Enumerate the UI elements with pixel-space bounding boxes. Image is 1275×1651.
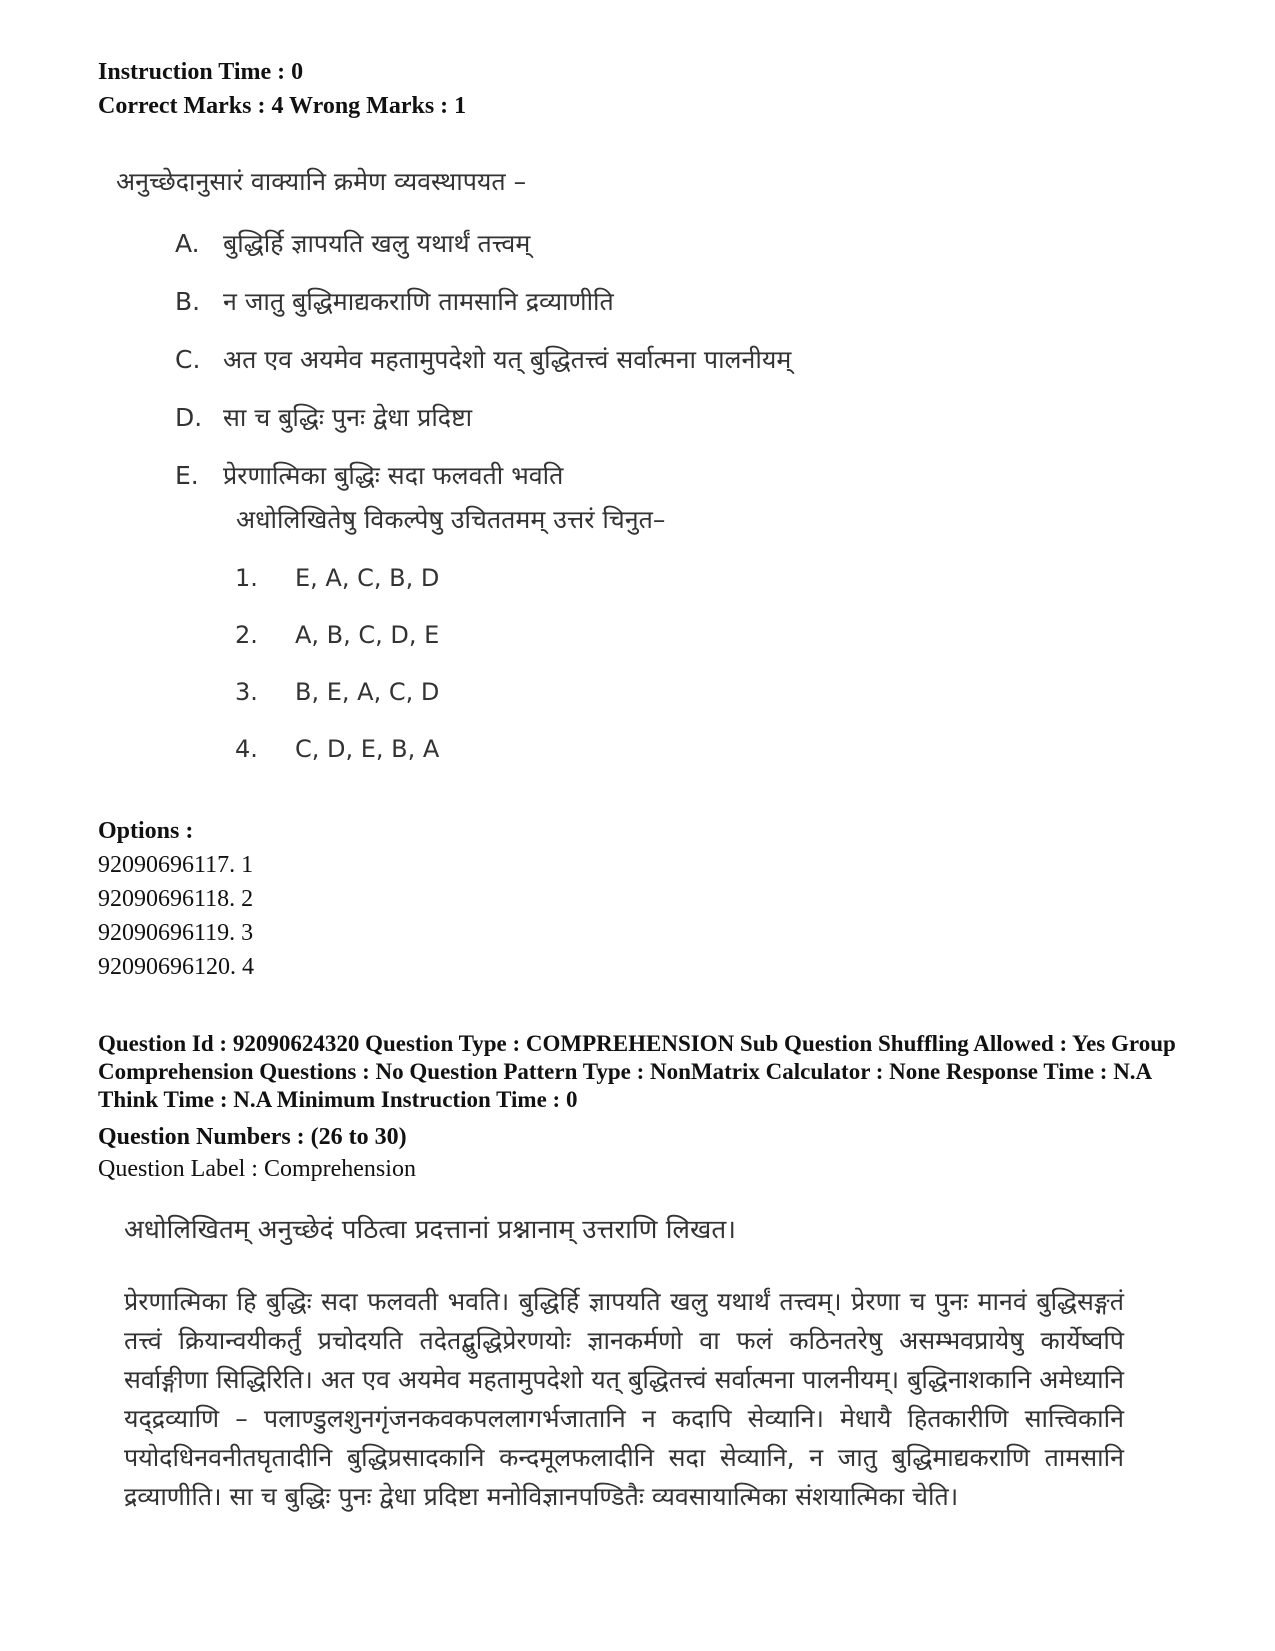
option-row: 92090696119. 3 xyxy=(98,920,254,946)
marks-info: Correct Marks : 4 Wrong Marks : 1 xyxy=(98,93,467,119)
statement-text: सा च बुद्धिः पुनः द्वेधा प्रदिष्टा xyxy=(223,403,473,432)
options-title: Options : xyxy=(98,818,194,844)
choice-2 xyxy=(235,621,439,649)
statement-label: E. xyxy=(175,461,199,490)
question-label: Question Label : Comprehension xyxy=(98,1156,416,1182)
passage-title: अधोलिखितम् अनुच्छेदं पठित्वा प्रदत्तानां प्रश्नानाम् उत्तराणि लिखत। xyxy=(124,1215,736,1245)
statement-text: न जातु बुद्धिमाद्यकराणि तामसानि द्रव्याणीति xyxy=(223,287,614,316)
option-row: 92090696120. 4 xyxy=(98,954,254,980)
choice-number: 2. xyxy=(235,621,258,649)
choice-text: B, E, A, C, D xyxy=(295,678,440,706)
option-row: 92090696118. 2 xyxy=(98,886,254,912)
statement-a xyxy=(175,226,530,260)
choice-3 xyxy=(235,678,439,706)
instruction-time: Instruction Time : 0 xyxy=(98,59,304,85)
statement-label: C. xyxy=(175,345,201,374)
statement-text: अत एव अयमेव महतामुपदेशो यत् बुद्धितत्त्वं सर्वात्मना पालनीयम् xyxy=(223,345,792,374)
statement-label: A. xyxy=(175,229,200,258)
comprehension-passage: प्रेरणात्मिका हि बुद्धिः सदा फलवती भवति। बुद्धिर्हि ज्ञापयति खलु यथार्थं तत्त्वम्। प्रेरणा च पुनः मानवं बुद्धिसङ्गतं तत्त्वं क्रियान्वयीकर्तुं प्रचोदयति तदेतद्बुद्धिप्रेरणयोः ज्ञानकर्मणो वा फलं कठिनतरेषु असम्भवप्रायेषु कार्येष्वपि सर्वाङ्गीणा सिद्धिरिति। अत एव अयमेव महतामुपदेशो यत् बुद्धितत्त्वं सर्वात्मना पालनीयम्। बुद्धिनाशकानि अमेध्यानि यद्द्रव्याणि – पलाण्डुलशुनगृंजनकवकपललागर्भजातानि न कदापि सेव्यानि। मेधायै हितकारीणि सात्त्विकानि पयोदधिनवनीतघृतादीनि बुद्धिप्रसादकानि कन्दमूलफलादीनि सदा सेव्यानि, न जातु बुद्धिमाद्यकराणि तामसानि द्रव्याणीति। सा च बुद्धिः पुनः द्वेधा प्रदिष्टा मनोविज्ञानपण्डितैः व्यवसायात्मिका संशयात्मिका चेति। xyxy=(124,1287,1124,1511)
choice-1 xyxy=(235,564,439,592)
choice-number: 1. xyxy=(235,564,258,592)
statement-d xyxy=(175,400,472,434)
statement-c xyxy=(175,342,791,376)
answer-instruction: अधोलिखितेषु विकल्पेषु उचिततमम् उत्तरं चिनुत– xyxy=(236,505,666,534)
statement-text: बुद्धिर्हि ज्ञापयति खलु यथार्थं तत्त्वम् xyxy=(223,229,531,258)
choice-text: A, B, C, D, E xyxy=(295,621,440,649)
statement-text: प्रेरणात्मिका बुद्धिः सदा फलवती भवति xyxy=(223,461,564,490)
statement-label: D. xyxy=(175,403,203,432)
question-meta: Question Id : 92090624320 Question Type : COMPREHENSION Sub Question Shuffling Allowed : Yes Group Comprehension Questions : No Question Pattern Type : NonMatrix Calculator : None Response Time : N.A Think Time : N.A Minimum Instruction Time : 0 xyxy=(98,1031,1176,1112)
statement-e xyxy=(175,458,563,492)
choice-4 xyxy=(235,735,439,763)
statement-b xyxy=(175,284,614,318)
question-stem: अनुच्छेदानुसारं वाक्यानि क्रमेण व्यवस्थापयत – xyxy=(116,167,527,196)
choice-number: 4. xyxy=(235,735,258,763)
choice-text: C, D, E, B, A xyxy=(295,735,440,763)
statement-label: B. xyxy=(175,287,201,316)
question-numbers: Question Numbers : (26 to 30) xyxy=(98,1124,407,1150)
choice-text: E, A, C, B, D xyxy=(295,564,440,592)
option-row: 92090696117. 1 xyxy=(98,852,254,878)
choice-number: 3. xyxy=(235,678,258,706)
